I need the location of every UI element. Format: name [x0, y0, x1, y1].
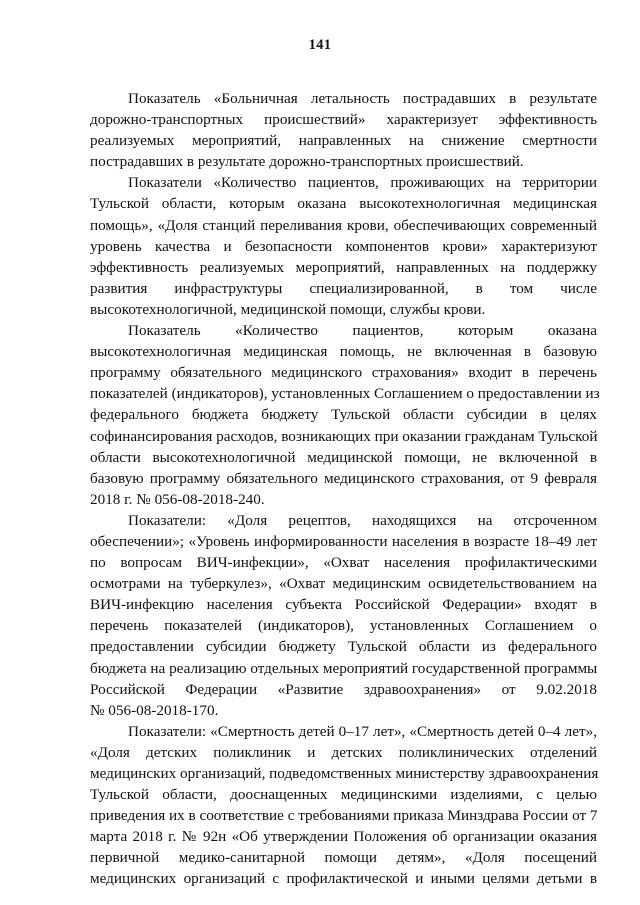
- text-line: марта 2018 г. № 92н «Об утверждении Положения об организации оказания: [90, 828, 597, 846]
- text-line: по вопросам ВИЧ-инфекции», «Охват населения профилактическими: [90, 554, 597, 572]
- text-line: реализуемых мероприятий, направленных на снижение смертности: [90, 132, 597, 150]
- paragraph: [90, 172, 597, 320]
- text-line: высокотехнологичная медицинская помощь, не включенная в базовую: [90, 343, 597, 361]
- text-line: области высокотехнологичной медицинской помощи, не включенной в: [90, 448, 597, 466]
- text-line: Тульской области, которым оказана высокотехнологичная медицинская: [90, 195, 597, 213]
- text-line: Показатель «Количество пациентов, которым оказана: [128, 322, 597, 340]
- text-line: обеспечении»; «Уровень информированности населения в возрасте 18–49 лет: [90, 532, 597, 550]
- text-line: софинансирования расходов, возникающих при оказании гражданам Тульской: [90, 427, 598, 445]
- text-line: показателей (индикаторов), установленных Соглашением о предоставлении из: [90, 385, 600, 403]
- text-line: высокотехнологичной, медицинской помощи, службы крови.: [90, 300, 486, 318]
- text-line: № 056-08-2018-170.: [90, 701, 219, 719]
- paragraph: [90, 510, 597, 721]
- text-line: перечень показателей (индикаторов), установленных Соглашением о: [90, 617, 597, 635]
- text-line: 2018 г. № 056-08-2018-240.: [90, 490, 265, 508]
- text-line: Тульской области, дооснащенных медицинскими изделиями, с целью: [90, 786, 597, 804]
- text-line: помощь», «Доля станций переливания крови, обеспечивающих современный: [90, 216, 597, 234]
- text-line: приведения их в соответствие с требованиями приказа Минздрава России от 7: [90, 807, 598, 825]
- text-line: первичной медико-санитарной помощи детям», «Доля посещений: [90, 849, 597, 867]
- text-line: эффективность реализуемых мероприятий, направленных на поддержку: [90, 258, 597, 276]
- text-line: развития инфраструктуры специализированной, в том числе: [90, 279, 597, 297]
- page-number: 141: [308, 37, 332, 53]
- paragraph: [90, 320, 600, 510]
- text-line: федерального бюджета бюджету Тульской области субсидии в целях: [90, 406, 597, 424]
- paragraph: [90, 88, 597, 172]
- text-line: осмотрами на туберкулез», «Охват медицинским освидетельствованием на: [90, 575, 597, 593]
- text-line: программу обязательного медицинского страхования» входит в перечень: [90, 364, 597, 382]
- text-line: пострадавших в результате дорожно-транспортных происшествий.: [90, 153, 524, 171]
- paragraph: [90, 721, 597, 890]
- text-line: «Доля детских поликлиник и детских поликлинических отделений: [90, 743, 597, 761]
- text-line: Показатели: «Доля рецептов, находящихся на отсроченном: [128, 511, 597, 529]
- text-line: Показатели: «Смертность детей 0–17 лет», «Смертность детей 0–4 лет»,: [128, 722, 597, 740]
- text-line: базовую программу обязательного медицинского страхования, от 9 февраля: [90, 469, 597, 487]
- text-line: Показатель «Больничная летальность пострадавших в результате: [128, 90, 597, 107]
- text-line: медицинских организаций с профилактической и иными целями детьми в: [90, 870, 597, 888]
- text-line: уровень качества и безопасности компонентов крови» характеризуют: [90, 237, 597, 255]
- text-line: предоставлении субсидии бюджету Тульской области из федерального: [90, 638, 597, 656]
- text-line: бюджета на реализацию отдельных мероприятий государственной программы: [90, 659, 598, 677]
- text-line: Показатели «Количество пациентов, проживающих на территории: [128, 174, 597, 192]
- text-line: дорожно-транспортных происшествий» характеризует эффективность: [90, 111, 597, 129]
- document-body: [90, 88, 600, 890]
- text-line: медицинских организаций, подведомственных министерству здравоохранения: [90, 765, 599, 782]
- text-line: ВИЧ-инфекцию населения субъекта Российской Федерации» входят в: [90, 596, 597, 614]
- text-line: Российской Федерации «Развитие здравоохранения» от 9.02.2018: [90, 680, 597, 698]
